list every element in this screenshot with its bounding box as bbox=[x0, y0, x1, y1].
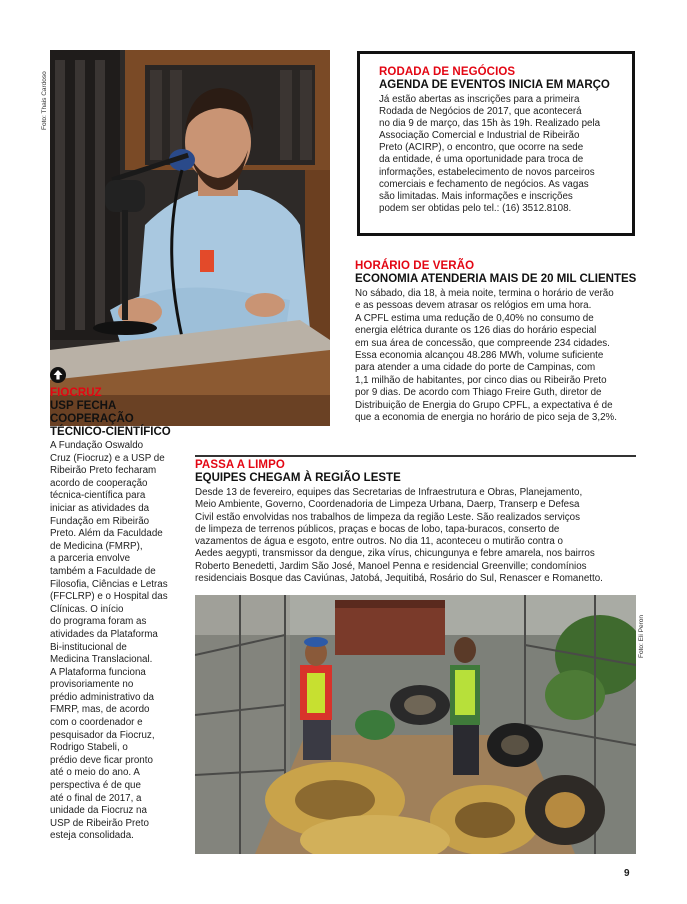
horario-line: A CPFL estima uma redução de 0,40% no consumo de bbox=[355, 312, 594, 324]
rodada-line: da entidade, é uma oportunidade para troca de bbox=[379, 154, 584, 166]
fiocruz-line: prédio administrativo da bbox=[50, 691, 155, 703]
fiocruz-line: unidade da Fiocruz na bbox=[50, 805, 147, 817]
fiocruz-kicker: FIOCRUZ bbox=[50, 387, 102, 399]
limpo-line: Desde 13 de fevereiro, equipes das Secretarias de Infraestrutura e Obras, Planejamento, bbox=[195, 487, 583, 498]
fiocruz-headline bbox=[50, 400, 171, 439]
horario-line: Distribuição de Energia do Grupo CPFL, a expectativa é de bbox=[355, 399, 613, 411]
fiocruz-line: iniciar as atividades da bbox=[50, 502, 150, 514]
horario-line: energia elétrica durante os 126 dias do horário especial bbox=[355, 325, 597, 337]
fiocruz-line: FMRP, mas, de acordo bbox=[50, 704, 150, 716]
fiocruz-line: atividades da Plataforma bbox=[50, 628, 158, 640]
fiocruz-line: acordo de cooperação bbox=[50, 477, 148, 489]
fiocruz-body bbox=[50, 440, 185, 843]
horario-line: por 9 dias. De acordo com Thiago Freire Guth, diretor de bbox=[355, 387, 602, 399]
rodada-headline: AGENDA DE EVENTOS INICIA EM MARÇO bbox=[379, 79, 610, 91]
section-divider bbox=[195, 455, 636, 457]
limpo-line: de limpeza de terrenos públicos, praças e bocas de lobo, tapa-buracos, conserto de bbox=[195, 523, 560, 535]
horario-line: que a economia de energia no horário de pico seja de 3,2%. bbox=[355, 412, 617, 424]
studio-photo-illustration bbox=[50, 50, 330, 426]
limpo-line: Civil estão envolvidas nos trabalhos de limpeza da região Leste. São realizados serviços bbox=[195, 511, 581, 523]
rodada-line: Já estão abertas as inscrições para a primeira bbox=[379, 94, 580, 105]
rodada-line: Associação Comercial e Industrial de Ribeirão bbox=[379, 130, 580, 142]
fiocruz-line: Cruz (Fiocruz) e a USP de bbox=[50, 452, 165, 464]
fiocruz-line: perspectiva é de que bbox=[50, 780, 141, 792]
fiocruz-line: Fundação em Ribeirão bbox=[50, 515, 150, 527]
horario-line: em sua área de concessão, que compreende 234 cidades. bbox=[355, 337, 610, 349]
fiocruz-headline-line: USP FECHA bbox=[50, 400, 117, 412]
rodada-line: Preto (ACIRP), o encontro, que ocorre na sede bbox=[379, 142, 584, 154]
fiocruz-line: pesquisador da Fiocruz, bbox=[50, 729, 155, 741]
fiocruz-line: técnica-científica para bbox=[50, 490, 146, 502]
rodada-line: podem ser obtidas pelo tel.: (16) 3512.8108. bbox=[379, 202, 572, 214]
fiocruz-line: a parceria envolve bbox=[50, 553, 131, 565]
horario-line: 1,1 milhão de habitantes, por cinco dias ou Ribeirão Preto bbox=[355, 374, 607, 386]
fiocruz-line: Rodrigo Stabeli, o bbox=[50, 742, 128, 754]
horario-kicker: HORÁRIO DE VERÃO bbox=[355, 260, 475, 272]
limpo-line: vazamentos de água e esgoto, entre outros. No dia 11, aconteceu o mutirão contra o bbox=[195, 536, 563, 548]
fiocruz-line: esteja consolidada. bbox=[50, 830, 134, 842]
fiocruz-line: do programa foram as bbox=[50, 616, 147, 628]
studio-interview-photo bbox=[50, 50, 330, 426]
limpo-body bbox=[195, 487, 640, 585]
limpo-line: residenciais Bosque das Caviúnas, Jatobá, Jequitibá, Rosário do Sul, Renascer e Romanetto. bbox=[195, 573, 603, 585]
rodada-line: são limitadas. Mais informações e inscrições bbox=[379, 190, 573, 202]
fiocruz-headline-line: COOPERAÇÃO bbox=[50, 413, 134, 425]
fiocruz-line: até o meio do ano. A bbox=[50, 767, 140, 779]
limpo-headline: EQUIPES CHEGAM À REGIÃO LESTE bbox=[195, 472, 401, 484]
limpo-line: Roberto Benedetti, Jardim São José, Manoel Penna e residencial Greenville; condomínios bbox=[195, 560, 587, 572]
fiocruz-line: com o coordenador e bbox=[50, 717, 143, 729]
limpo-line: Aedes aegypti, transmissor da dengue, zika vírus, chicungunya e febre amarela, nos bairros bbox=[195, 548, 595, 560]
horario-headline: ECONOMIA ATENDERIA MAIS DE 20 MIL CLIENTES bbox=[355, 273, 637, 285]
fiocruz-line: até o final de 2017, a bbox=[50, 792, 142, 804]
truck-photo-credit: Foto: Eli Peron bbox=[638, 615, 645, 658]
fiocruz-line: Bi-institucional de bbox=[50, 641, 127, 653]
studio-photo-credit: Foto: Thais Cardoso bbox=[41, 71, 48, 130]
truck-photo-illustration bbox=[195, 595, 636, 854]
fiocruz-line: de Medicina (FMRP), bbox=[50, 540, 143, 552]
horario-line: para atender a uma cidade do porte de Campinas, com bbox=[355, 362, 596, 374]
horario-line: No sábado, dia 18, à meia noite, termina o horário de verão bbox=[355, 288, 614, 299]
fiocruz-line: Clínicas. O início bbox=[50, 603, 124, 615]
rodada-line: informações, estabelecimento de novos parceiros bbox=[379, 166, 595, 178]
fiocruz-line: (FFCLRP) e o Hospital das bbox=[50, 591, 168, 603]
limpo-line: Meio Ambiente, Governo, Coordenadoria de Limpeza Urbana, Daerp, Transerp e Defesa bbox=[195, 499, 580, 511]
horario-line: Essa economia alcançou 48.286 MWh, volume suficiente bbox=[355, 350, 604, 362]
tire-collection-photo bbox=[195, 595, 636, 854]
fiocruz-line: Filosofia, Ciências e Letras bbox=[50, 578, 168, 590]
limpo-kicker: PASSA A LIMPO bbox=[195, 459, 285, 471]
fiocruz-line: prédio deve ficar pronto bbox=[50, 754, 153, 766]
fiocruz-line: Ribeirão Preto fecharam bbox=[50, 465, 157, 477]
rodada-line: Rodada de Negócios de 2017, que acontecerá bbox=[379, 106, 582, 118]
rodada-line: no dia 9 de março, das 15h às 19h. Realizado pela bbox=[379, 118, 601, 130]
fiocruz-line: também a Faculdade de bbox=[50, 565, 156, 577]
fiocruz-line: Preto. Além da Faculdade bbox=[50, 528, 163, 540]
fiocruz-line: USP de Ribeirão Preto bbox=[50, 817, 149, 829]
fiocruz-line: Medicina Translacional. bbox=[50, 654, 153, 666]
page-number: 9 bbox=[624, 868, 630, 879]
fiocruz-line: provisoriamente no bbox=[50, 679, 134, 691]
fiocruz-line: A Fundação Oswaldo bbox=[50, 440, 144, 451]
fiocruz-line: A Plataforma funciona bbox=[50, 666, 146, 678]
rodada-kicker: RODADA DE NEGÓCIOS bbox=[379, 66, 516, 78]
fiocruz-headline-line: TÉCNICO-CIENTÍFICO bbox=[50, 426, 171, 438]
rodada-line: comerciais e fechamento de negócios. As vagas bbox=[379, 178, 589, 190]
horario-body bbox=[355, 288, 640, 424]
horario-line: e as pessoas devem atrasar os relógios em uma hora. bbox=[355, 300, 592, 312]
arrow-up-icon bbox=[50, 367, 66, 383]
rodada-body bbox=[379, 94, 629, 215]
